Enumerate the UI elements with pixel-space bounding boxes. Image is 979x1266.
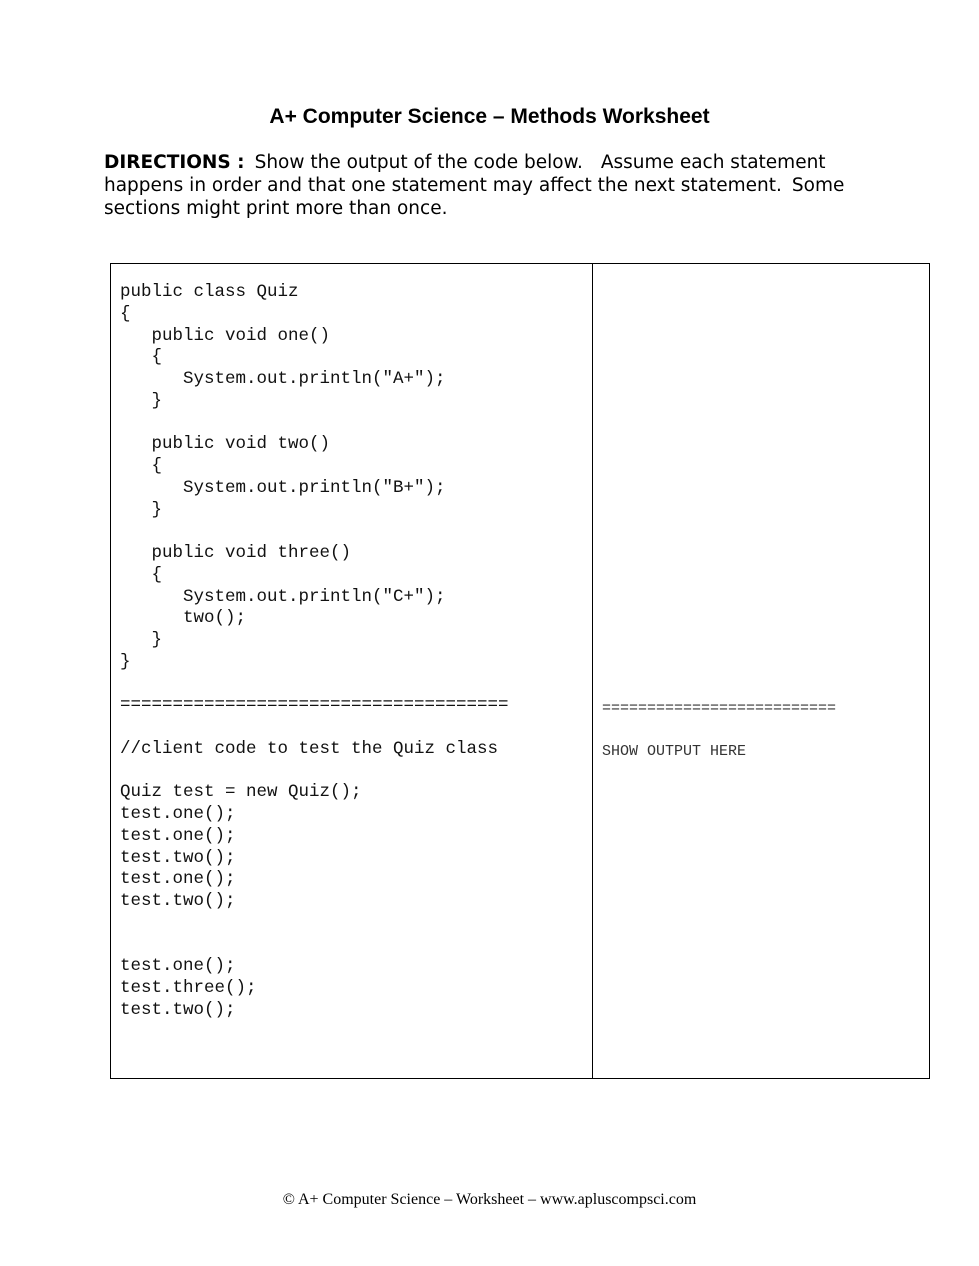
code-column [120, 282, 509, 1022]
directions-sentence-1: Show the output of the code below. [254, 152, 583, 173]
column-divider [592, 264, 593, 1078]
directions-label: DIRECTIONS : [104, 152, 245, 173]
output-separator: ========================== [602, 700, 837, 717]
directions-sentence-2: Assume each statement happens in order and that one statement may affect the next statement. [104, 152, 826, 196]
output-label: SHOW OUTPUT HERE [602, 743, 747, 760]
worksheet-table [110, 263, 930, 1079]
output-column [602, 264, 922, 1078]
code-separator: ===================================== [120, 695, 509, 716]
directions-sentence-3: Some sections might print more than once. [104, 175, 845, 219]
footer: © A+ Computer Science – Worksheet – www.apluscompsci.com [282, 1191, 697, 1208]
client-code: //client code to test the Quiz class Quiz test = new Quiz(); test.one(); test.one(); test.two(); test.one(); test.two(); test.one(); test.three(); test.two(); [120, 738, 499, 1020]
worksheet-title: A+ Computer Science – Methods Worksheet [269, 105, 710, 128]
directions [104, 151, 904, 220]
class-definition-code: public class Quiz { public void one() { System.out.println("A+"); } public void two() { System.out.println("B+"); } public void three() { System.out.println("C+"); two(); } } [120, 282, 446, 672]
